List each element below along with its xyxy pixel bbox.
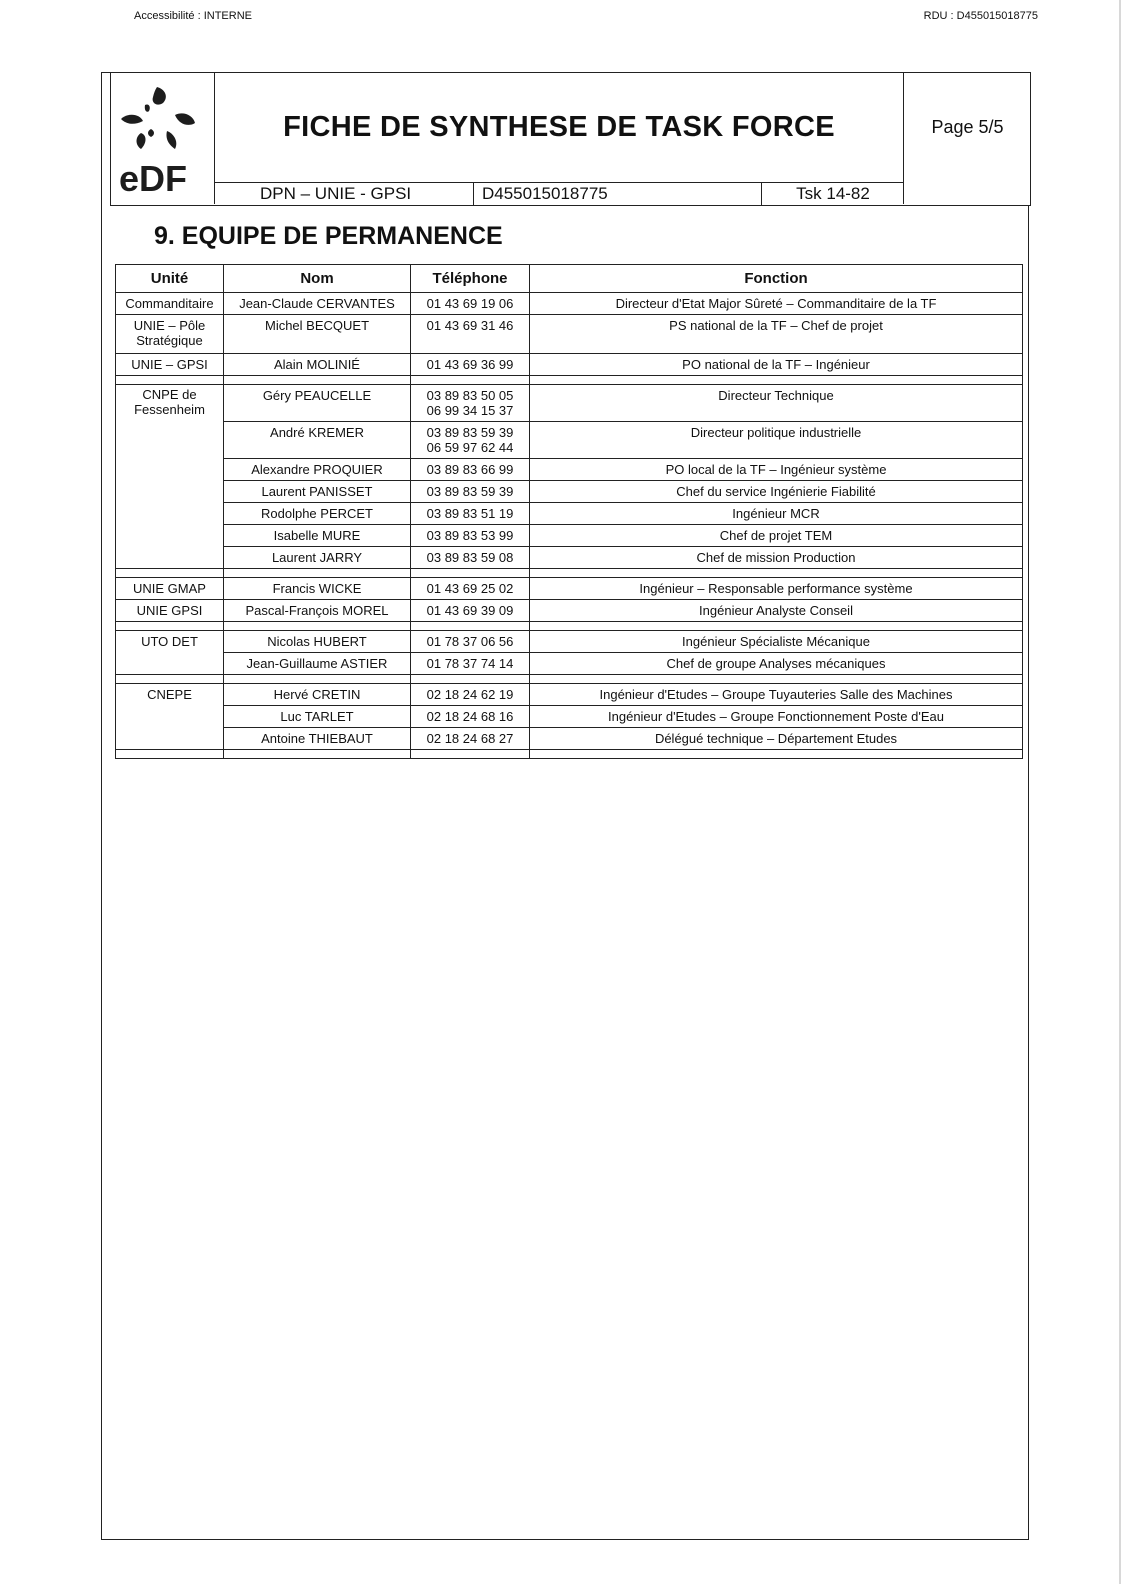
accessibility-label: Accessibilité : INTERNE [134, 10, 252, 22]
cell-nom: Jean-Claude CERVANTES [224, 293, 411, 315]
cell-telephone: 03 89 83 59 39 06 59 97 62 44 [411, 422, 530, 459]
cell-telephone: 01 43 69 31 46 [411, 315, 530, 354]
cell-fonction: Ingénieur d'Etudes – Groupe Tuyauteries Salle des Machines [530, 684, 1023, 706]
cell-fonction: Chef de groupe Analyses mécaniques [530, 653, 1023, 675]
cell-telephone: 03 89 83 59 39 [411, 481, 530, 503]
header-nom: Nom [224, 265, 411, 293]
header-unite: Unité [116, 265, 224, 293]
cell-fonction: Ingénieur – Responsable performance système [530, 578, 1023, 600]
cell-unite: UTO DET [116, 631, 224, 675]
spacer-row [116, 622, 1023, 631]
table-row [116, 684, 1023, 706]
header-meta-row [215, 182, 903, 205]
page-number: Page 5/5 [931, 117, 1004, 137]
cell-telephone: 01 43 69 39 09 [411, 600, 530, 622]
cell-fonction: PS national de la TF – Chef de projet [530, 315, 1023, 354]
cell-telephone: 01 78 37 06 56 [411, 631, 530, 653]
table-row [116, 481, 1023, 503]
spacer-row [116, 675, 1023, 684]
document-header [110, 72, 1031, 206]
cell-nom: Antoine THIEBAUT [224, 728, 411, 750]
cell-fonction: Ingénieur MCR [530, 503, 1023, 525]
page-number-cell [903, 73, 1031, 204]
task-label: Tsk 14-82 [761, 183, 904, 205]
cell-nom: Rodolphe PERCET [224, 503, 411, 525]
cell-nom: André KREMER [224, 422, 411, 459]
spacer-row [116, 376, 1023, 385]
section-title: 9. EQUIPE DE PERMANENCE [154, 222, 503, 250]
table-header-row [116, 265, 1023, 293]
cell-fonction: Directeur politique industrielle [530, 422, 1023, 459]
cell-fonction: Chef de mission Production [530, 547, 1023, 569]
table-row [116, 631, 1023, 653]
spacer-row [116, 569, 1023, 578]
table-row [116, 728, 1023, 750]
cell-nom: Laurent JARRY [224, 547, 411, 569]
table-row [116, 354, 1023, 376]
cell-unite: CNPE de Fessenheim [116, 385, 224, 569]
cell-unite: UNIE – GPSI [116, 354, 224, 376]
department-label: DPN – UNIE - GPSI [260, 184, 412, 203]
cell-fonction: Chef de projet TEM [530, 525, 1023, 547]
title-text: FICHE DE SYNTHESE DE TASK FORCE [283, 111, 835, 143]
cell-fonction: Ingénieur Analyste Conseil [530, 600, 1023, 622]
edf-logo [111, 73, 215, 204]
header-fonction: Fonction [530, 265, 1023, 293]
cell-telephone: 02 18 24 62 19 [411, 684, 530, 706]
cell-fonction: Délégué technique – Département Etudes [530, 728, 1023, 750]
cell-telephone: 03 89 83 53 99 [411, 525, 530, 547]
edf-logo-icon [117, 85, 209, 197]
cell-nom: Laurent PANISSET [224, 481, 411, 503]
cell-nom: Michel BECQUET [224, 315, 411, 354]
cell-telephone: 03 89 83 51 19 [411, 503, 530, 525]
table-row [116, 459, 1023, 481]
table-row [116, 600, 1023, 622]
cell-nom: Géry PEAUCELLE [224, 385, 411, 422]
table-row [116, 578, 1023, 600]
reference-label: D455015018775 [473, 183, 761, 205]
rdu-reference: RDU : D455015018775 [923, 10, 1038, 22]
cell-telephone: 01 43 69 36 99 [411, 354, 530, 376]
cell-nom: Pascal-François MOREL [224, 600, 411, 622]
cell-telephone: 01 43 69 19 06 [411, 293, 530, 315]
table-row [116, 653, 1023, 675]
cell-nom: Francis WICKE [224, 578, 411, 600]
table-row [116, 422, 1023, 459]
cell-fonction: Ingénieur Spécialiste Mécanique [530, 631, 1023, 653]
cell-nom: Isabelle MURE [224, 525, 411, 547]
header-telephone: Téléphone [411, 265, 530, 293]
cell-telephone: 02 18 24 68 16 [411, 706, 530, 728]
permanence-table [115, 264, 1023, 759]
cell-fonction: Directeur Technique [530, 385, 1023, 422]
table-row [116, 547, 1023, 569]
table-row [116, 315, 1023, 354]
cell-nom: Nicolas HUBERT [224, 631, 411, 653]
cell-nom: Jean-Guillaume ASTIER [224, 653, 411, 675]
page-edge [1119, 0, 1121, 1584]
table-row [116, 293, 1023, 315]
cell-fonction: Ingénieur d'Etudes – Groupe Fonctionnement Poste d'Eau [530, 706, 1023, 728]
table-row [116, 525, 1023, 547]
cell-telephone: 03 89 83 66 99 [411, 459, 530, 481]
document-title [215, 73, 903, 182]
cell-unite: UNIE GMAP [116, 578, 224, 600]
cell-nom: Alexandre PROQUIER [224, 459, 411, 481]
logo-text: eDF [119, 158, 188, 197]
cell-nom: Hervé CRETIN [224, 684, 411, 706]
cell-unite: Commanditaire [116, 293, 224, 315]
cell-fonction: Chef du service Ingénierie Fiabilité [530, 481, 1023, 503]
table-row [116, 503, 1023, 525]
cell-telephone: 03 89 83 59 08 [411, 547, 530, 569]
cell-nom: Luc TARLET [224, 706, 411, 728]
cell-fonction: Directeur d'Etat Major Sûreté – Commanditaire de la TF [530, 293, 1023, 315]
cell-telephone: 01 43 69 25 02 [411, 578, 530, 600]
table-row [116, 385, 1023, 422]
cell-unite: CNEPE [116, 684, 224, 750]
cell-fonction: PO local de la TF – Ingénieur système [530, 459, 1023, 481]
cell-telephone: 03 89 83 50 05 06 99 34 15 37 [411, 385, 530, 422]
cell-telephone: 02 18 24 68 27 [411, 728, 530, 750]
cell-unite: UNIE – Pôle Stratégique [116, 315, 224, 354]
cell-nom: Alain MOLINIÉ [224, 354, 411, 376]
spacer-row [116, 750, 1023, 759]
cell-unite: UNIE GPSI [116, 600, 224, 622]
cell-fonction: PO national de la TF – Ingénieur [530, 354, 1023, 376]
cell-telephone: 01 78 37 74 14 [411, 653, 530, 675]
table-row [116, 706, 1023, 728]
